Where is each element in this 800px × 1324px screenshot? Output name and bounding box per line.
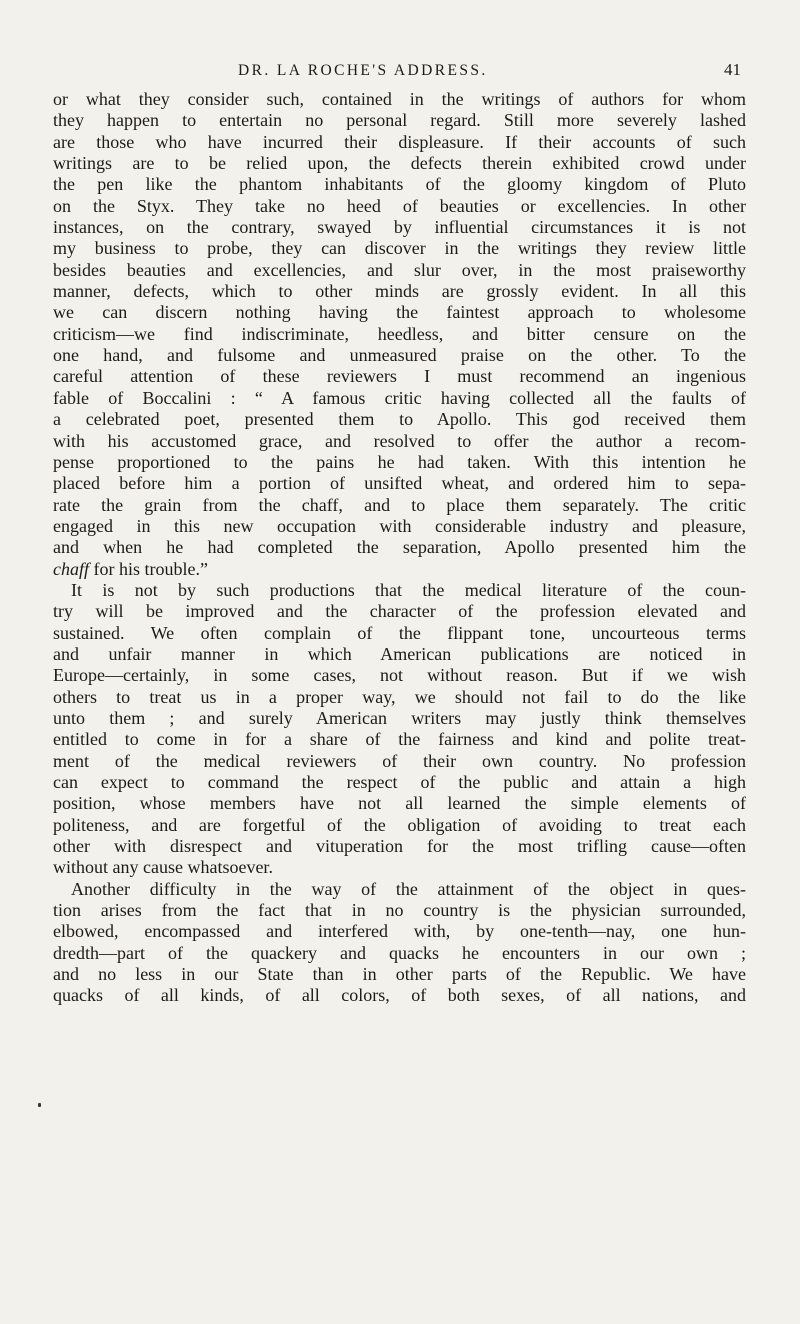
text-line: tion arises from the fact that in no country is the physician surrounded, (53, 900, 746, 921)
text-line: without any cause whatsoever. (53, 857, 273, 878)
text-line: besides beauties and excellencies, and slur over, in the most praiseworthy (53, 259, 746, 280)
text-line: they happen to entertain no personal regard. Still more severely lashed (53, 110, 746, 131)
text-line: sustained. We often complain of the flippant tone, uncourteous terms (53, 622, 746, 643)
text-line: and when he had completed the separation, Apollo presented him the (53, 537, 746, 558)
text-line: politeness, and are forgetful of the obligation of avoiding to treat each (53, 814, 746, 835)
text-line: placed before him a portion of unsifted wheat, and ordered him to sepa- (53, 473, 746, 494)
text-line: rate the grain from the chaff, and to place them separately. The critic (53, 494, 746, 515)
text-line: or what they consider such, contained in the writings of authors for whom (53, 89, 746, 109)
text-line: try will be improved and the character of the profession elevated and (53, 601, 746, 622)
text-line: careful attention of these reviewers I must recommend an ingenious (53, 366, 746, 387)
text-line: ment of the medical reviewers of their own country. No profession (53, 750, 746, 771)
text-line: instances, on the contrary, swayed by influential circumstances it is not (53, 217, 746, 238)
text-line: other with disrespect and vituperation for the most trifling cause—often (53, 836, 746, 857)
text-line: my business to probe, they can discover in the writings they review little (53, 238, 746, 259)
text-line: a celebrated poet, presented them to Apollo. This god received them (53, 409, 746, 430)
text-line: are those who have incurred their displeasure. If their accounts of such (53, 131, 746, 152)
body-text (53, 89, 746, 1007)
page-number: 41 (724, 60, 741, 79)
text-line: unto them ; and surely American writers may justly think themselves (53, 707, 746, 728)
text-line: others to treat us in a proper way, we should not fail to do the like (53, 686, 746, 707)
text-line: Europe—certainly, in some cases, not without reason. But if we wish (53, 665, 746, 686)
running-title: DR. LA ROCHE'S ADDRESS. (238, 62, 488, 79)
text-line: elbowed, encompassed and interfered with, by one-tenth—nay, one hun- (53, 921, 746, 942)
text-line-paragraph-start: Another difficulty in the way of the attainment of the object in ques- (71, 878, 746, 899)
text-line: we can discern nothing having the faintest approach to wholesome (53, 302, 746, 323)
text-line: on the Styx. They take no heed of beauties or excellencies. In other (53, 195, 746, 216)
text-line: and unfair manner in which American publications are noticed in (53, 643, 746, 664)
text-line: entitled to come in for a share of the fairness and kind and polite treat- (53, 729, 746, 750)
running-head (0, 60, 800, 86)
text-line: fable of Boccalini : “ A famous critic having collected all the faults of (53, 387, 746, 408)
text-line: with his accustomed grace, and resolved to offer the author a recom- (53, 430, 746, 451)
text-line: can expect to command the respect of the public and attain a high (53, 772, 746, 792)
chaff-rest: for his trouble.” (89, 558, 208, 579)
text-line: criticism—we find indiscriminate, heedless, and bitter censure on the (53, 323, 746, 344)
text-line: position, whose members have not all learned the simple elements of (53, 793, 746, 814)
text-line-paragraph-start: It is not by such productions that the medical literature of the coun- (71, 579, 746, 600)
text-line: pense proportioned to the pains he had taken. With this intention he (53, 451, 746, 472)
text-line-chaff (53, 559, 746, 580)
text-line: the pen like the phantom inhabitants of the gloomy kingdom of Pluto (53, 174, 746, 195)
text-line: one hand, and fulsome and unmeasured praise on the other. To the (53, 345, 746, 366)
chaff-italic: chaff (53, 558, 89, 579)
text-line: dredth—part of the quackery and quacks he encounters in our own ; (53, 942, 746, 963)
text-line: engaged in this new occupation with considerable industry and pleasure, (53, 515, 746, 536)
ink-speck (38, 1103, 41, 1107)
text-line: writings are to be relied upon, the defects therein exhibited crowd under (53, 153, 746, 174)
text-line: quacks of all kinds, of all colors, of both sexes, of all nations, and (53, 985, 746, 1006)
text-line: manner, defects, which to other minds are grossly evident. In all this (53, 281, 746, 302)
text-line: and no less in our State than in other parts of the Republic. We have (53, 964, 746, 985)
